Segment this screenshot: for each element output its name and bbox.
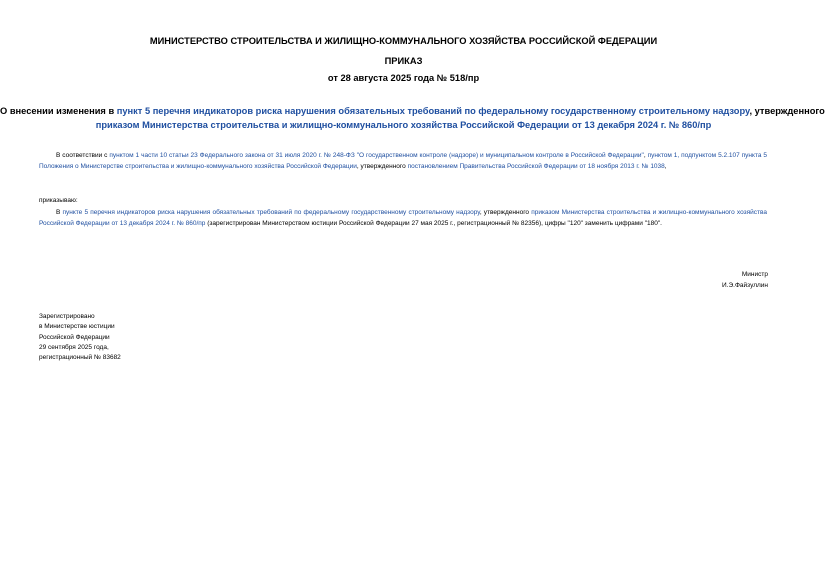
preamble-link-federal-law[interactable]: пунктом 1 части 10 статьи 23 Федерального закона от 31 июля 2020 г. № 248-ФЗ "О государственном контроле (надзоре) и муниципальном контроле в Российской Федерации" bbox=[109, 152, 644, 159]
amendment-text-2: , утвержденного bbox=[479, 209, 532, 216]
paragraph-amendment bbox=[39, 208, 767, 229]
title-mid: , утвержденного bbox=[749, 106, 825, 116]
preamble-text-1: В соответствии с bbox=[56, 152, 110, 159]
amendment-text-1: В bbox=[56, 209, 63, 216]
paragraph-order-word: приказываю: bbox=[39, 197, 78, 204]
signature-name: И.Э.Файзуллин bbox=[722, 282, 768, 289]
registration-line: регистрационный № 83682 bbox=[39, 354, 121, 362]
preamble-text-4: , bbox=[664, 162, 667, 170]
registration-line: Зарегистрировано bbox=[39, 313, 95, 320]
signature-position: Министр bbox=[741, 271, 768, 278]
registration-line: 29 сентября 2025 года, bbox=[39, 343, 109, 351]
title-link-order-860[interactable]: приказом Министерства строительства и жилищно-коммунального хозяйства Российской Федерации от 13 декабря 2024 г. № 860/пр bbox=[95, 120, 712, 130]
preamble-text-2: , bbox=[643, 152, 648, 159]
registration-line: в Министерстве юстиции bbox=[39, 323, 115, 331]
document-title bbox=[0, 104, 825, 132]
paragraph-preamble bbox=[39, 151, 767, 172]
registration-block bbox=[39, 312, 121, 363]
title-prefix: О внесении изменения в bbox=[0, 106, 117, 116]
document-date-number: от 28 августа 2025 года № 518/пр bbox=[327, 73, 480, 83]
amendment-link-order-860[interactable]: приказом Министерства строительства и жилищно-коммунального хозяйства Российской Федерации от 13 декабря 2024 г. № 860/пр bbox=[39, 209, 767, 227]
document-type: ПРИКАЗ bbox=[384, 56, 423, 66]
ministry-heading: МИНИСТЕРСТВО СТРОИТЕЛЬСТВА И ЖИЛИЩНО-КОММУНАЛЬНОГО ХОЗЯЙСТВА РОССИЙСКОЙ ФЕДЕРАЦИИ bbox=[149, 36, 658, 46]
registration-line: Российской Федерации bbox=[39, 333, 110, 341]
signature-block bbox=[722, 269, 768, 291]
amendment-link-item-5[interactable]: пункте 5 перечня индикаторов риска нарушения обязательных требований по федеральному государственному строительному надзору bbox=[62, 209, 480, 216]
preamble-link-regulation[interactable]: пунктом 1, подпунктом 5.2.107 пункта 5 Положения о Министерстве строительства и жилищно-коммунального хозяйства Российской Федерации bbox=[39, 152, 767, 170]
title-link-item-5[interactable]: пункт 5 перечня индикаторов риска нарушения обязательных требований по федеральному государственному строительному надзору bbox=[116, 106, 750, 116]
preamble-text-3: , утвержденного bbox=[356, 162, 408, 170]
preamble-link-decree[interactable]: постановлением Правительства Российской Федерации от 18 ноября 2013 г. № 1038 bbox=[407, 162, 665, 170]
amendment-text-3: (зарегистрирован Министерством юстиции Российской Федерации 27 мая 2025 г., регистрационный № 82356), цифры "120" заменить цифрами "180". bbox=[205, 219, 662, 227]
